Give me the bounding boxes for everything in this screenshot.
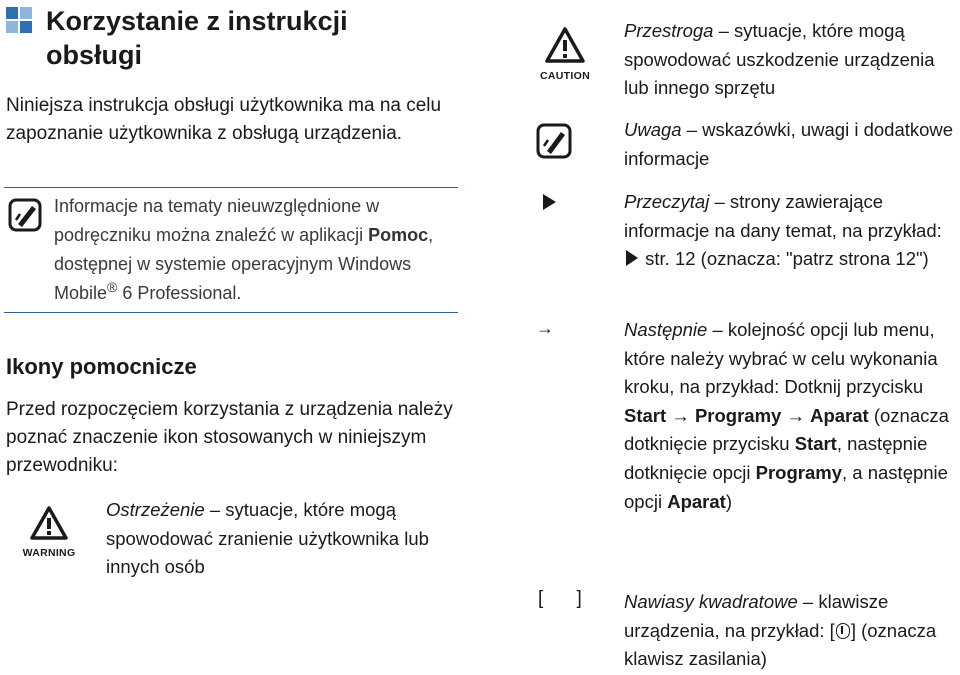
uwaga-term: Uwaga (624, 119, 682, 140)
przeczytaj-term: Przeczytaj (624, 191, 710, 212)
caution-triangle-icon (536, 26, 594, 64)
warning-description (106, 496, 466, 582)
caution-icon (536, 26, 594, 82)
title-squares-icon (6, 7, 32, 33)
programy-label-2: Programy (755, 461, 843, 483)
caution-description (624, 17, 960, 103)
inline-play-arrow-icon (626, 250, 638, 266)
note-box-text (54, 192, 464, 309)
aparat-label-2: Aparat (667, 490, 726, 512)
nawiasy-term: Nawiasy kwadratowe (624, 591, 798, 612)
brackets-symbol: [ ] (538, 588, 596, 609)
next-arrow-icon: → (536, 318, 554, 338)
note-bottom-rule (4, 312, 458, 313)
nastepnie-text-5: ) (725, 490, 732, 512)
caution-icon-label: CAUTION (540, 70, 590, 82)
nastepnie-term: Następnie (624, 319, 708, 340)
page-title: Korzystanie z instrukcji obsługi (46, 6, 348, 70)
note-text-3: 6 Professional. (117, 283, 242, 303)
nastepnie-description (624, 316, 960, 516)
note-pen-icon (8, 198, 44, 234)
nawiasy-text-2: ] (oznacza klawisz zasilania) (624, 619, 937, 670)
nawiasy-text-1: – klawisze urządzenia, na przykład: [ (624, 591, 889, 641)
przeczytaj-description (624, 188, 960, 274)
note-top-rule (4, 187, 458, 188)
arrow-1: → (666, 404, 695, 426)
nastepnie-text-3: , następnie dotknięcie opcji (624, 433, 928, 483)
icons-intro-paragraph: Przed rozpoczęciem korzystania z urządzenia należy poznać znaczenie ikon stosowanych w niniejszym przewodniku: (6, 399, 453, 476)
przeczytaj-text-2: str. 12 (oznacza: "patrz strona 12") (640, 248, 929, 270)
nastepnie-text-4: , a następnie opcji (624, 461, 948, 512)
intro-paragraph: Niniejsza instrukcja obsługi użytkownika ma na celu zapoznanie użytkownika z obsługą urządzenia. (6, 95, 442, 144)
warning-icon-label: WARNING (22, 547, 76, 559)
uwaga-text: – wskazówki, uwagi i dodatkowe informacje (624, 119, 954, 169)
warning-icon (20, 505, 78, 559)
icons-heading: Ikony pomocnicze (6, 354, 197, 379)
przeczytaj-text-1: – strony zawierające informacje na dany temat, na przykład: (624, 191, 942, 241)
nastepnie-text-2: (oznacza dotknięcie przycisku (624, 404, 949, 455)
warning-text: – sytuacje, które mogą spowodować zranienie użytkownika lub innych osób (106, 499, 429, 578)
nastepnie-text-1: – kolejność opcji lub menu, które należy wybrać w celu wykonania kroku, na przykład: Dotknij przycisku (624, 319, 938, 398)
note-text-2: , dostępnej w systemie operacyjnym Windows Mobile (54, 225, 434, 303)
warning-triangle-icon (20, 505, 78, 541)
note-text-1: Informacje na tematy nieuwzględnione w podręczniku można znaleźć w aplikacji (54, 196, 380, 245)
power-key-icon (836, 623, 850, 639)
start-label: Start (624, 404, 667, 426)
uwaga-description (624, 116, 960, 173)
warning-term: Ostrzeżenie (106, 499, 205, 520)
nawiasy-description (624, 588, 960, 674)
aparat-label: Aparat (810, 404, 869, 426)
note-pen-icon-2 (536, 123, 574, 161)
play-arrow-icon (543, 194, 556, 210)
caution-term: Przestroga (624, 20, 714, 41)
caution-text: – sytuacje, które mogą spowodować uszkodzenie urządzenia lub innego sprzętu (624, 20, 935, 99)
start-label-2: Start (794, 433, 837, 455)
arrow-2: → (781, 404, 811, 426)
registered-mark: ® (107, 279, 118, 295)
programy-label: Programy (694, 404, 782, 426)
note-help-app: Pomoc (368, 225, 429, 245)
